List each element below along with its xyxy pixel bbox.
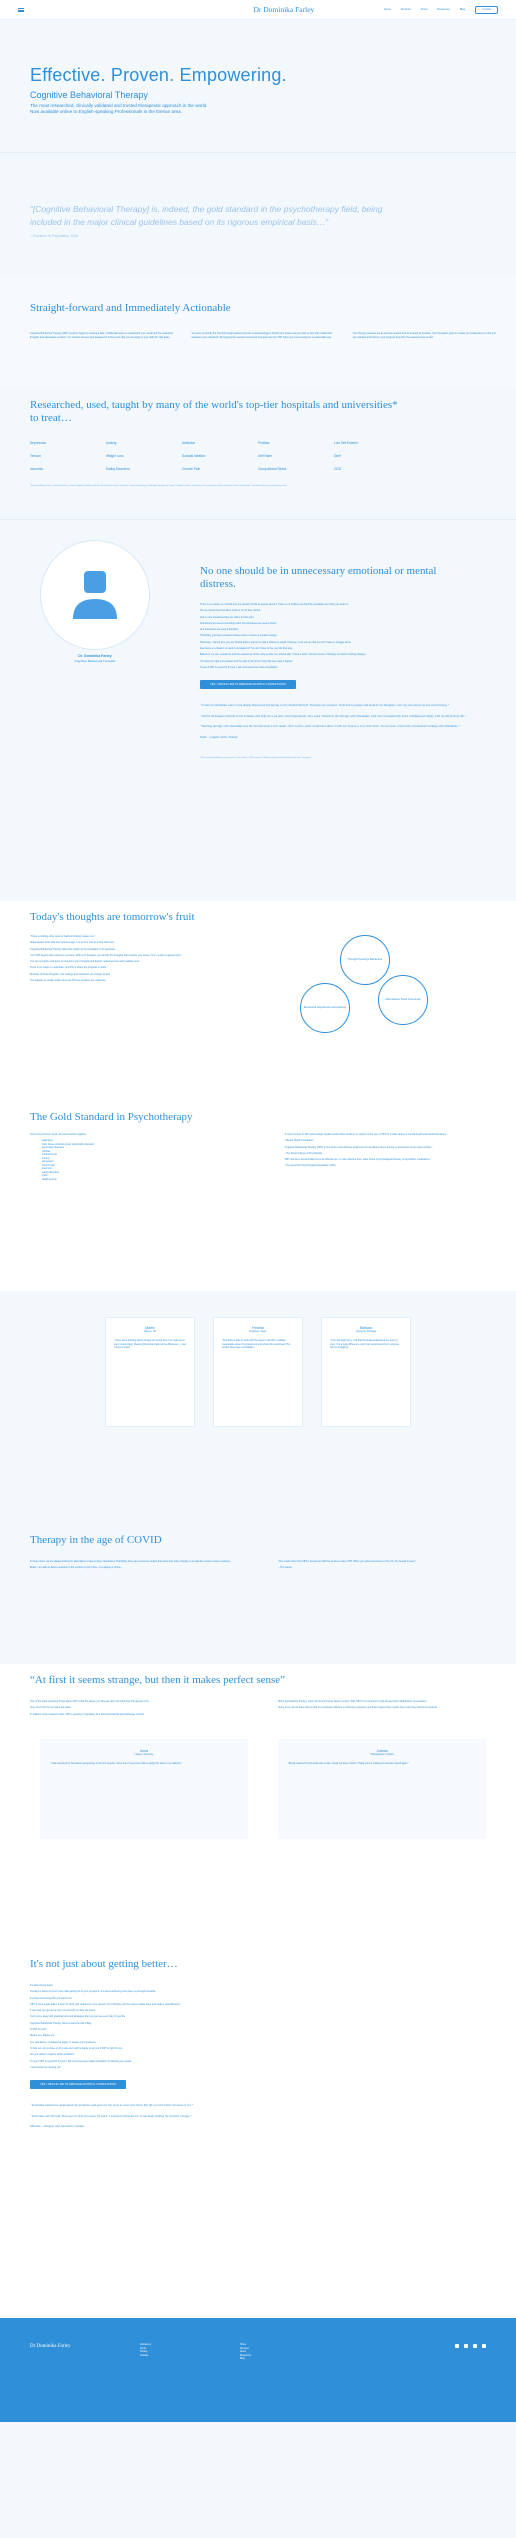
gold-quote-source: – Mental Health Foundation: [284, 1139, 314, 1143]
gold-list-item: OCD: [42, 1174, 48, 1178]
gold-quote: “Cognitive Behavioral Therapy (CBT) is one of the most effective treatments for conditions where anxiety or depression is the main problem.”: [284, 1145, 433, 1149]
strange-right: [278, 1700, 496, 1719]
story-text: “Being coached by Dominika was a ride I would not have missed. Thank you for making me feel like myself again.”: [288, 1761, 409, 1765]
thoughts-paragraph: There is no magic or medication, and this is where the progress is made.: [30, 966, 107, 970]
notjust-paragraph: Are you ready to explore what's possible?: [30, 2053, 75, 2057]
story-card: [321, 1317, 411, 1427]
covid-quote: “Our results show that CBT is at least as effective as face-to-face CBT. When you add convenience to the mix, the benefit is clear.”: [278, 1560, 416, 1563]
condition-item: OCD: [334, 467, 342, 471]
story-meta: Photographer, Poland: [370, 1752, 394, 1756]
gold-list: [42, 1139, 260, 1181]
gold-right: [284, 1133, 474, 1185]
footer-link[interactable]: Terms: [140, 2347, 147, 2350]
consultation-button-bottom[interactable]: YES, I WOULD LIKE TO ARRANGE AN INITIAL CONSULTATION: [30, 2080, 126, 2089]
condition-item: Phobias: [258, 441, 270, 445]
gold-quote-source: – The Royal College of Psychiatrists: [284, 1151, 323, 1155]
thoughts-paragraph: Your CBT begins with a discovery process. With your therapist, you identify the thoughts that underlie your issues. Then, a plan is agreed upon.: [30, 953, 182, 957]
covid-quote-source: – The Lancet: [278, 1566, 292, 1570]
strange-section: [0, 1664, 516, 1948]
testimonial-signature: Miranda – Designer and Journalist, Canada: [30, 2124, 84, 2129]
notjust-section: [0, 1948, 516, 2318]
pull-quote: “[Cognitive Behavioral Therapy] is, indeed, the gold standard in the psychotherapy field, being included in the major clinical guidelines based on its rigorous empirical basis…”: [30, 204, 383, 227]
quote-section: [0, 152, 516, 274]
gold-list-item: personality disorders: [42, 1146, 65, 1150]
actionable-columns: [30, 332, 496, 342]
nav-resources[interactable]: Resources: [437, 8, 450, 11]
notjust-paragraph: To see if CBT is a good fit for you, I will recommend an initial consultation to discuss your needs.: [30, 2059, 132, 2063]
condition-item: Weight Loss: [106, 454, 124, 458]
gold-list-item: health anxiety: [42, 1177, 57, 1181]
story-text: “I was surprised by Dominika's perspective in the first session. Since then I have been able to apply her tools to my daily life.”: [50, 1761, 183, 1765]
conditions-grid: [30, 441, 410, 471]
gold-body: [30, 1133, 496, 1185]
notjust-paragraph: I look forward to meeting you.: [30, 2065, 62, 2069]
gold-title: The Gold Standard in Psychotherapy: [30, 1111, 193, 1123]
twitter-icon[interactable]: [473, 2344, 477, 2348]
social-links: [455, 2344, 486, 2422]
strange-left: [30, 1700, 248, 1719]
gold-list-item: anxiety: [42, 1156, 50, 1160]
profile-paragraph: Feel alone or unheard, or stuck in old patterns? You don't have to live your life that way.: [200, 647, 293, 651]
thoughts-paragraph: Because of these thoughts, your feelings and behaviors can change as well.: [30, 972, 111, 976]
footer-link[interactable]: About: [240, 2351, 247, 2354]
profile-card: [0, 540, 160, 901]
condition-item: Depression: [30, 441, 47, 445]
gold-quote-source: – The American Psychological Association (APA): [284, 1164, 336, 1168]
hero-title: Effective. Proven. Empowering.: [30, 65, 287, 85]
condition-item: Eating Disorders: [106, 467, 130, 471]
story-text: “Dominika is able to work with the client to identify a realistic, measurable area of improvement and where this could lead. The results have been remarkable.”: [222, 1339, 291, 1350]
story-text: “I have been thinking about therapy for a long time, but I was never sure it would help. Meeting Dominika made all the difference — now I know it works.”: [114, 1339, 186, 1350]
covid-section: [0, 1504, 516, 1664]
strange-title: “At first it seems strange, but then it makes perfect sense”: [30, 1674, 286, 1686]
profile-heading: No one should be in unnecessary emotional or mental distress.: [200, 565, 437, 590]
covid-right: [278, 1560, 496, 1573]
story-meta: Lawyer, Germany: [134, 1752, 154, 1756]
footer-link[interactable]: Blog: [240, 2358, 245, 2361]
linkedin-icon[interactable]: [464, 2344, 468, 2348]
nav-home[interactable]: Home: [383, 8, 391, 11]
covid-title: Therapy in the age of COVID: [30, 1534, 162, 1546]
profile-paragraph: And sometimes we need a therapist.: [200, 628, 239, 632]
gold-intro: This is the process I used, and we'll practice together:: [30, 1133, 87, 1136]
profile-paragraph: Sometimes we need a sounding board, but sometimes we need a friend.: [200, 621, 277, 625]
story-card: [40, 1739, 248, 1839]
condition-item: Grief: [334, 454, 341, 458]
gold-quote: “A recent review of 269 meta-analytic studies lends robust evidence in support of the use of CBT for a wide variety of mental health and behavioral issues.”: [284, 1133, 448, 1136]
story-card: [278, 1739, 486, 1839]
notjust-paragraph: It's about being better.: [30, 1984, 54, 1987]
cbt-diagram: [260, 935, 470, 1105]
researched-section: [0, 389, 516, 519]
testimonial: “Dominika helped me understand my problems and gave me the tools to overcome them. My life is much better because of her.”: [30, 2103, 194, 2108]
profile-section: [0, 519, 516, 901]
story-name: Fredrick: [251, 1326, 265, 1330]
footer-column-nav: [240, 2344, 340, 2422]
strange-paragraph: In addition to the research value, CBT is growing in popularity as a brief professional psychotherapy method.: [30, 1712, 145, 1716]
story-meta: Engineer, Spain: [249, 1330, 267, 1333]
testimonial: “I came to Dominika when I was deeply depressed and facing a very limited lifestyle. Through our sessions, I learned to assign and analyze my thoughts. I see my own future as one worth living.”: [200, 703, 450, 708]
person-icon: [73, 569, 117, 621]
hero-line-2: Now available online to English-speaking Professionals in the Iberian area.: [30, 109, 182, 114]
contact-button[interactable]: Contact: [475, 6, 498, 14]
testimonial: “Starting therapy with Dominika was the best decision I ever made. I feel so free, and I could have done it with her help in a very short time. To everyone, I sincerely recommend working with Dominika.”: [200, 724, 460, 729]
condition-item: Insomnia: [30, 467, 43, 471]
gold-list-item: addictions: [42, 1139, 53, 1143]
condition-item: Addiction: [182, 441, 196, 445]
covid-body: [30, 1560, 496, 1573]
testimonial: “All the techniques learned in the sessions still help me a lot and, most importantly, they work. Thanks to the therapy with Dominika, I am now incomparably more satisfied and happy with myself and my life.”: [200, 713, 467, 718]
testimonial-signature: Kolia – Graphic Artist, Poland: [200, 735, 238, 740]
notjust-paragraph: It's about becoming who you want to be.: [30, 1996, 73, 2000]
story-text: “From the beginning, I felt that Dominika understood me and my story. It is a huge difference, and I can recommend her to anyone who is struggling.”: [330, 1339, 399, 1350]
site-header: [0, 0, 516, 20]
footer-link[interactable]: Resources: [240, 2354, 251, 2357]
thoughts-paragraph: The diagram is usually drawn when the first few sessions are underway.: [30, 979, 106, 983]
profile-paragraph: There is no reason you should feel you should not talk to anyone about it. There is no problem too big that a therapist can't help you work on.: [200, 603, 349, 606]
testimonial: “Dominika will literally find ways to help you move forward. I would recommend her to anybody looking for positive change.”: [30, 2113, 193, 2118]
thoughts-paragraph: You can recognize and learn to reinterpret your thoughts and beliefs, replacing them with healthier ones.: [30, 960, 141, 964]
strange-paragraph: One of the most surprising things about CBT is that the issues you face are often not what they first appear to be.: [30, 1700, 150, 1703]
actionable-col-2: You learn to identify the harmful thought patterns and the emotional triggers behind your issues and you start to deal with problematic situations more effectively. By keeping the sessions structured and goal-oriented, CBT helps you move forward in a measurable way.: [191, 332, 332, 339]
condition-item: Chronic Pain: [182, 467, 201, 471]
profile-disclaimer: *This recommendation comes from a client with a CBT treatment. Names and personal details have been changed.: [200, 757, 312, 760]
footer-link[interactable]: Services: [240, 2347, 249, 2350]
actionable-title: Straight-forward and Immediately Actionable: [30, 302, 231, 314]
strange-cards: [30, 1739, 496, 1839]
condition-item: Suicidal Ideation: [182, 454, 206, 458]
covid-paragraph: Better, I am able to deliver sessions in the comfort of your home, on a laptop or phone.: [30, 1566, 122, 1570]
thoughts-body: [30, 935, 496, 1105]
profile-paragraph: Obviously, I cannot give you any clinical advice until we've had a chance to speak. However, I can tell you that you don't have to struggle alone.: [200, 640, 352, 644]
nav-services[interactable]: Services: [400, 8, 411, 11]
nav-about[interactable]: About: [420, 8, 428, 11]
strange-paragraph: They aren't the first to notice this effect.: [30, 1706, 72, 1710]
notjust-paragraph: It can help you get out of your rut and help you face the future.: [30, 2009, 96, 2013]
consultation-button[interactable]: YES, I WOULD LIKE TO ARRANGE AN INITIAL CONSULTATION: [200, 680, 296, 689]
footer-title[interactable]: Dr Dominika Farley: [30, 2344, 71, 2349]
actionable-col-1: Cognitive Behavioral Therapy (CBT) sessions begin by creating a safe, confidential space to understand your needs and the underlying thoughts and associated emotions. It is solution-focused and designed to deliver tools that you can apply to your daily life right away.: [30, 332, 173, 339]
profile-paragraph: You have the right to feel better and the right to the kind of help that can make it happen.: [200, 659, 294, 663]
hero-subtitle: Cognitive Behavioral Therapy: [30, 90, 148, 100]
notjust-paragraph: Cognitive Behavioral Therapy helps to start the ball rolling.: [30, 2021, 92, 2025]
client-stories: [0, 1291, 516, 1504]
hero-line-1: The most researched, clinically validated and trusted therapeutic approach in the world: [30, 103, 207, 108]
notjust-title: It's not just about getting better…: [30, 1958, 178, 1970]
quote-source: – Frontiers in Psychiatry, 2018: [30, 234, 79, 238]
facebook-icon[interactable]: [482, 2344, 486, 2348]
footer-link[interactable]: Contact us: [140, 2344, 151, 2346]
thoughts-paragraph: Shakespeare wrote that four centuries ago. It is as true now as it was back then.: [30, 941, 115, 945]
thoughts-title: Today's thoughts are tomorrow's fruit: [30, 911, 195, 923]
story-card: [105, 1317, 195, 1427]
actionable-section: [0, 274, 516, 389]
nav-blog[interactable]: Blog: [459, 8, 466, 11]
site-title[interactable]: Dr Dominika Farley: [253, 5, 315, 14]
profile-content: [160, 540, 516, 901]
footer-link[interactable]: Privacy: [140, 2351, 148, 2354]
main-nav: [384, 6, 498, 14]
gold-list-item: eating disorders: [42, 1170, 60, 1174]
gold-list-item: depression: [42, 1160, 54, 1164]
thoughts-paragraph: “There is nothing either good or bad but thinking makes it so.”: [30, 935, 96, 938]
notjust-paragraph: CBT is not a magic bullet. It won't fix all of your problems in one session, but it will give you the tools to tackle them and make a real difference.: [30, 2002, 181, 2006]
strange-body: [30, 1700, 496, 1719]
profile-paragraph: To see if CBT is a good fit for you, I will recommend an initial consultation.: [200, 665, 278, 669]
story-name: Jolanta: [376, 1748, 388, 1753]
condition-item: Occupational Stress: [258, 467, 287, 471]
researched-title: Researched, used, taught by many of the world's top-tier hospitals and universities* to treat…: [30, 399, 398, 424]
menu-icon[interactable]: [18, 8, 24, 12]
footer-link[interactable]: Cookies: [140, 2354, 149, 2357]
thoughts-section: [0, 901, 516, 1101]
therapist-name: Dr. Dominika Farley: [78, 654, 112, 658]
story-meta: Lawyer, UK: [143, 1330, 157, 1333]
gold-quote: “CBT has been demonstrated to be as effective as, or more effective than, other forms of psychological therapy or psychiatric medications.”: [284, 1158, 431, 1162]
researched-footnote: *Including Mayo Clinic, Cleveland Clinic, Johns Hopkins Medicine, NHS, Harvard University, Stanford, Oxford University, Cambridge University, King's College London, University of Pennsylvania, Massachusetts General Hospital, Columbia University and many more.: [30, 485, 288, 487]
profile-paragraph: No one should feel their life is stuck or out of their control.: [200, 609, 261, 613]
profile-paragraph: Based on my own experience and the experience of the many people I've worked with, I know a short, focused course of therapy can lead to lasting changes.: [200, 653, 367, 657]
gold-list-item: chronic pain: [42, 1163, 55, 1167]
notjust-paragraph: You'll come away with practical tools and strategies that you can use every day of your life.: [30, 2015, 126, 2019]
strange-paragraph: Some of my clients have told me that it's completely different to what they expected, and that it helped them realize how much they had left unresolved.: [278, 1706, 438, 1710]
site-footer: [0, 2318, 516, 2422]
avatar: [40, 540, 150, 650]
diagram-circle-top: Thought Feelings Behaviour: [340, 935, 390, 985]
thoughts-paragraph: Cognitive Behavioral Therapy takes this insight as the foundation of its approach.: [30, 947, 116, 951]
thoughts-text: [30, 935, 260, 1105]
profile-paragraph: Thankfully, you have excellent choices when it comes to modern therapy.: [200, 634, 278, 638]
condition-item: Low Self Esteem: [334, 441, 358, 445]
notjust-body: [30, 1984, 430, 2128]
strange-paragraph: When approaching therapy, many clients don't know what to expect. With CBT it is a structured, goal-focused and collaborative conversation.: [278, 1700, 427, 1703]
diagram-circle-left: Emotional Adjustment Acceptance: [300, 983, 350, 1033]
covid-left: [30, 1560, 248, 1573]
story-name: Barbara: [359, 1326, 373, 1330]
gold-list-item: body issues (including body dysmorphic disorder): [42, 1142, 95, 1146]
footer-link[interactable]: Home: [240, 2344, 247, 2346]
gold-list-item: insomnia: [42, 1167, 52, 1171]
condition-item: Tension: [30, 454, 41, 458]
diagram-circle-right: Alternatives Tools Outcomes: [378, 975, 428, 1025]
therapist-role: Cognitive Behavioral Therapist: [74, 659, 116, 663]
actionable-col-3: Your therapy sessions are as short as needed and as focused as possible. Your therapist's goal is to make you independent so that you can maintain and build on your progress long after the sessions have ended.: [352, 332, 496, 339]
gold-list-item: phobias: [42, 1149, 51, 1153]
story-name: Anna: [140, 1748, 148, 1753]
condition-item: Anxiety: [106, 441, 117, 445]
notjust-paragraph: Therapy is about so much more than getting rid of your symptoms. It's about achieving more than you thought possible.: [30, 1990, 157, 1994]
covid-paragraph: In these times, we are always looking for alternatives to face-to-face interactions. Thankfully, there are numerous studies that show that online therapy is as effective as face-to-face sessions.: [30, 1560, 231, 1563]
profile-paragraph: And no one should feel they are alone in their pain.: [200, 615, 254, 619]
notjust-paragraph: To find out, all you have to do is ask and I will be happy to tell you if CBT is right for you.: [30, 2046, 123, 2050]
gold-section: [0, 1101, 516, 1291]
instagram-icon[interactable]: [455, 2344, 459, 2348]
story-card: [213, 1317, 303, 1427]
gold-left: [30, 1133, 260, 1185]
story-meta: Designer, Portugal: [356, 1330, 376, 1333]
notjust-paragraph: Is CBT for you?: [30, 2028, 47, 2032]
gold-list-item: schizophrenia: [42, 1153, 57, 1157]
footer-column-legal: [140, 2344, 240, 2422]
condition-item: Self Harm: [258, 454, 273, 458]
hero-section: [0, 20, 516, 152]
notjust-paragraph: Maybe yes. Maybe not.: [30, 2034, 55, 2038]
notjust-paragraph: As I said above, I'll always be happy to answer your questions.: [30, 2040, 97, 2044]
story-name: Martin: [145, 1326, 155, 1330]
